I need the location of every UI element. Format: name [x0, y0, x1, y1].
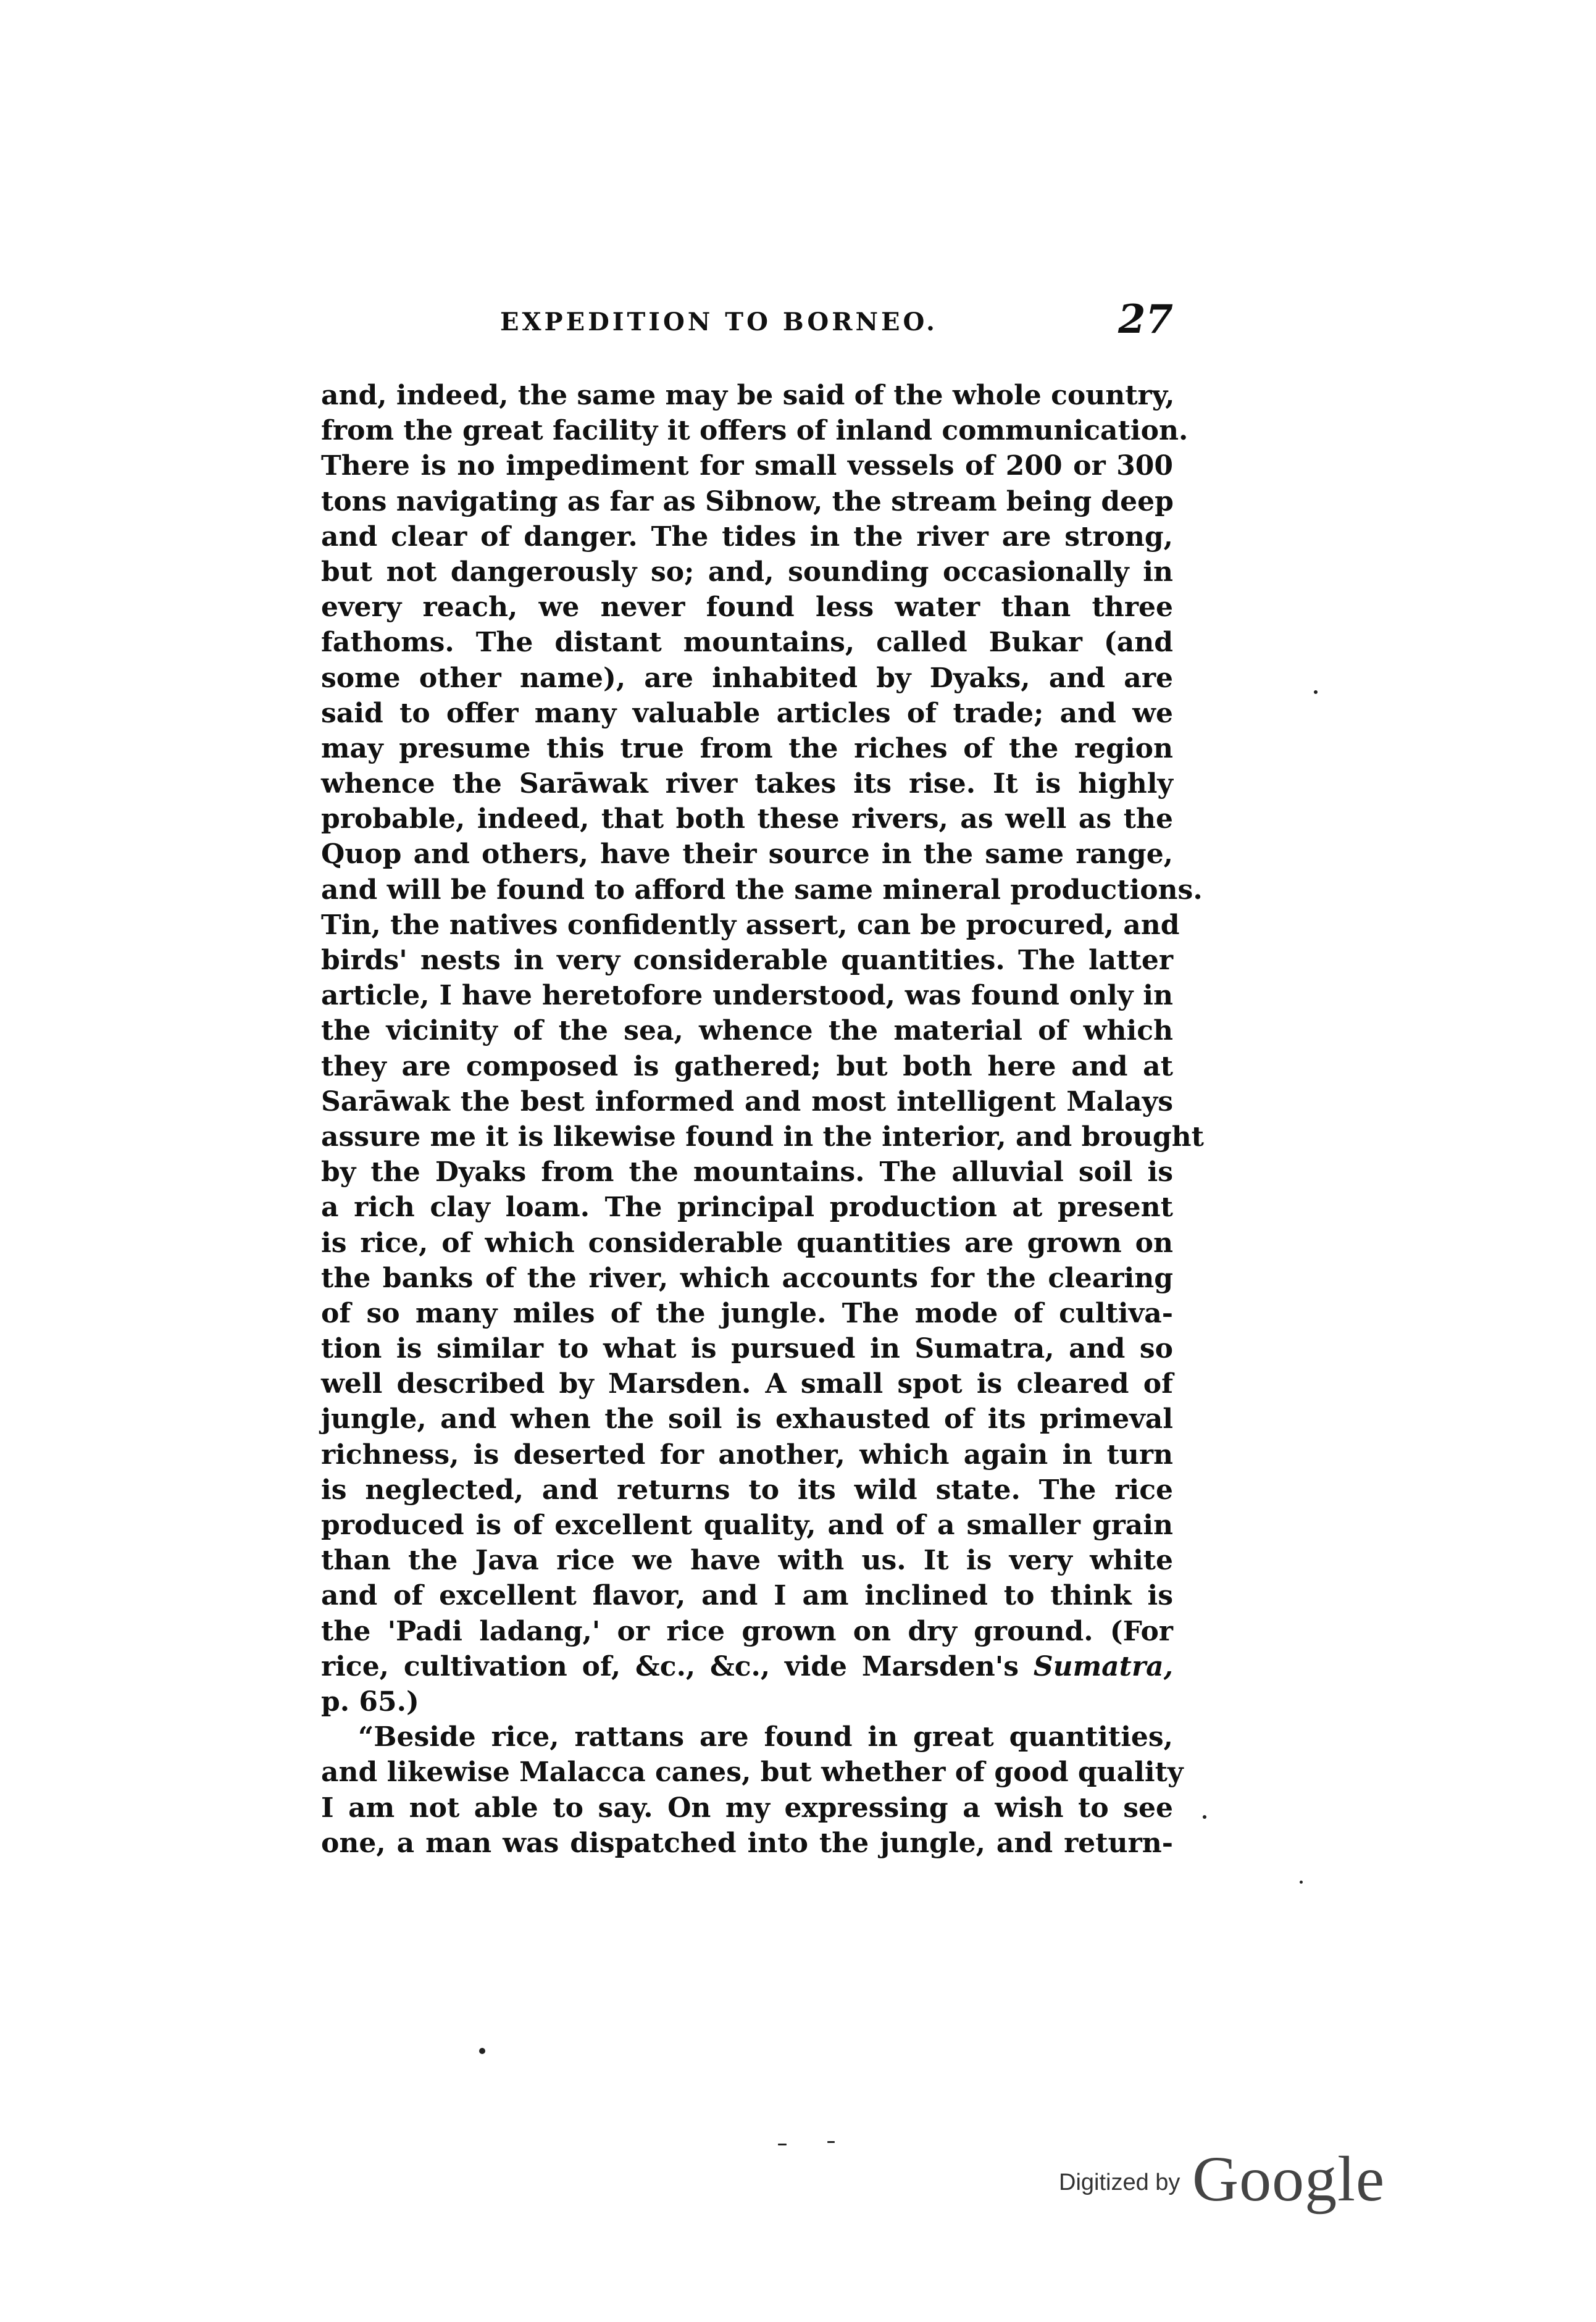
text-line: from the great facility it offers of inland communication. [321, 415, 1189, 447]
text-line: jungle, and when the soil is exhausted of its primeval [321, 1403, 1173, 1435]
text-line: but not dangerously so; and, sounding occasionally in [321, 556, 1173, 588]
text-line: may presume this true from the riches of the region [321, 732, 1173, 764]
text-line: than the Java rice we have with us. It is very white [321, 1545, 1173, 1577]
text-line: the 'Padi ladang,' or rice grown on dry ground. (For [321, 1615, 1173, 1647]
text-line: and of excellent flavor, and I am inclined to think is [321, 1580, 1173, 1612]
paragraph-first-line: “Beside rice, rattans are found in great quantities, [358, 1721, 1173, 1753]
text-line: and clear of danger. The tides in the river are strong, [321, 520, 1173, 553]
text-line: said to offer many valuable articles of trade; and we [321, 697, 1173, 729]
text-line: produced is of excellent quality, and of a smaller grain [321, 1510, 1173, 1541]
italic-title: Sumatra, [1033, 1650, 1174, 1682]
digitized-watermark [1059, 2142, 1429, 2216]
text-line: and will be found to afford the same mineral productions. [321, 874, 1203, 906]
text-line: a rich clay loam. The principal production at present [321, 1192, 1173, 1224]
scan-speck [827, 2141, 835, 2143]
text-line: of so many miles of the jungle. The mode of cultiva- [321, 1297, 1173, 1329]
text-line: the banks of the river, which accounts for the clearing [321, 1262, 1173, 1294]
running-title: EXPEDITION TO BORNEO. [500, 307, 938, 336]
text-line: article, I have heretofore understood, was found only in [321, 980, 1173, 1012]
google-logo: Google [1192, 2144, 1385, 2215]
text-line-with-italic [321, 1649, 1173, 1684]
running-head [321, 296, 1173, 346]
text-line: birds' nests in very considerable quantities. The latter [321, 945, 1173, 976]
text-line: and, indeed, the same may be said of the whole country, [321, 380, 1175, 411]
text-line: well described by Marsden. A small spot is cleared of [321, 1368, 1173, 1400]
text-line: probable, indeed, that both these rivers, as well as the [321, 803, 1173, 835]
text-line: is neglected, and returns to its wild state. The rice [321, 1474, 1173, 1506]
text-line: richness, is deserted for another, which again in turn [321, 1439, 1173, 1471]
text-line: There is no impediment for small vessels of 200 or 300 [321, 450, 1173, 482]
text-line: every reach, we never found less water than three [321, 591, 1173, 624]
text-segment: rice, cultivation of, &c., &c., vide Marsden's [321, 1650, 1019, 1682]
text-line: Quop and others, have their source in the same range, [321, 838, 1173, 871]
text-line: fathoms. The distant mountains, called Bukar (and [321, 627, 1173, 659]
text-line: by the Dyaks from the mountains. The alluvial soil is [321, 1156, 1173, 1188]
text-line: whence the Sarāwak river takes its rise. It is highly [321, 768, 1173, 800]
text-line: one, a man was dispatched into the jungle, and return- [321, 1827, 1173, 1859]
text-line: is rice, of which considerable quantities are grown on [321, 1227, 1173, 1259]
text-line: assure me it is likewise found in the interior, and brought [321, 1121, 1204, 1153]
text-line: the vicinity of the sea, whence the material of which [321, 1015, 1173, 1047]
page-number: 27 [1118, 296, 1173, 343]
digitized-label: Digitized by [1059, 2170, 1180, 2195]
scan-speck [1300, 1881, 1303, 1884]
text-line: and likewise Malacca canes, but whether of good quality [321, 1756, 1184, 1789]
text-line: tons navigating as far as Sibnow, the stream being deep [321, 485, 1174, 517]
text-line: I am not able to say. On my expressing a wish to see [321, 1792, 1173, 1824]
text-line: tion is similar to what is pursued in Sumatra, and so [321, 1333, 1173, 1365]
scan-speck [1314, 690, 1318, 694]
text-line: p. 65.) [321, 1685, 419, 1718]
scan-speck [778, 2144, 787, 2145]
scan-speck [1203, 1815, 1206, 1819]
scan-speck [479, 2048, 485, 2054]
text-line: they are composed is gathered; but both here and at [321, 1050, 1173, 1082]
text-line: some other name), are inhabited by Dyaks, and are [321, 662, 1173, 694]
body-text [321, 378, 1204, 1861]
text-line: Sarāwak the best informed and most intelligent Malays [321, 1085, 1173, 1117]
text-line: Tin, the natives confidently assert, can be procured, and [321, 909, 1180, 941]
